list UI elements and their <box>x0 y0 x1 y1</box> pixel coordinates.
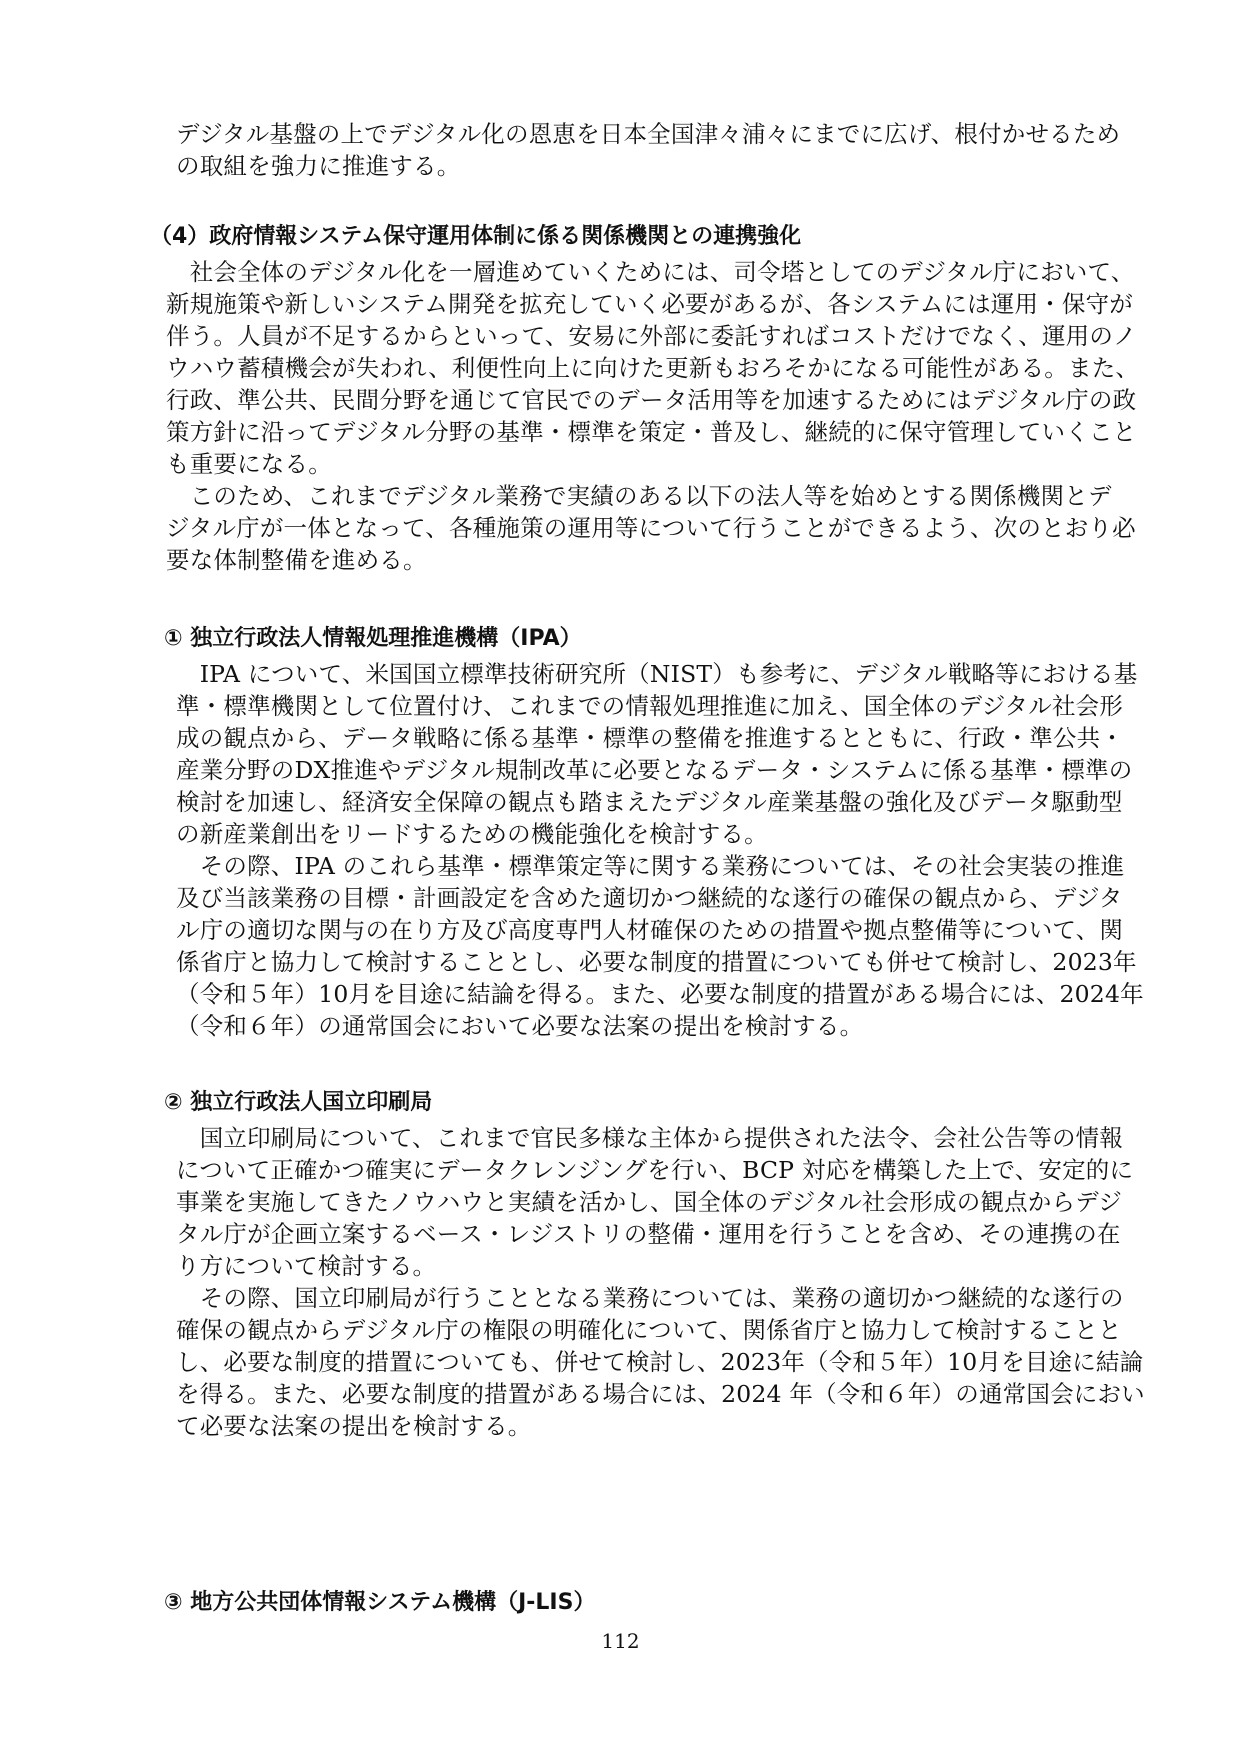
section4-heading: （4）政府情報システム保守運用体制に係る関係機関との連携強化 <box>150 224 802 249</box>
npb-line: について正確かつ確実にデータクレンジングを行い、BCP 対応を構築した上で、安定的に <box>176 1156 1134 1184</box>
npb-line: タル庁が企画立案するベース・レジストリの整備・運用を行うことを含め、その連携の在 <box>176 1220 1121 1248</box>
section4-line: 新規施策や新しいシステム開発を拡充していく必要があるが、各システムには運用・保守が <box>166 290 1133 318</box>
jlis-heading: ③ 地方公共団体情報システム機構（J-LIS） <box>164 1590 596 1615</box>
section4-line: 社会全体のデジタル化を一層進めていくためには、司令塔としてのデジタル庁において、 <box>166 258 1135 286</box>
ipa-line: その際、IPA のこれら基準・標準策定等に関する業務については、その社会実装の推進 <box>176 852 1125 880</box>
ipa-line: 準・標準機関として位置付け、これまでの情報処理推進に加え、国全体のデジタル社会形 <box>176 692 1124 720</box>
ipa-line: （令和５年）10月を目途に結論を得る。また、必要な制度的措置がある場合には、2024年 <box>176 980 1144 1008</box>
ipa-line: 係省庁と協力して検討することとし、必要な制度的措置についても併せて検討し、2023年 <box>176 948 1137 976</box>
ipa-heading: ① 独立行政法人情報処理推進機構（IPA） <box>164 626 582 651</box>
intro-line: デジタル基盤の上でデジタル化の恩恵を日本全国津々浦々にまでに広げ、根付かせるため <box>176 120 1121 148</box>
section4-line: 策方針に沿ってデジタル分野の基準・標準を策定・普及し、継続的に保守管理していくこと <box>166 418 1137 446</box>
section4-line: このため、これまでデジタル業務で実績のある以下の法人等を始めとする関係機関とデ <box>166 482 1112 510</box>
ipa-paragraph <box>176 658 1144 1042</box>
npb-line: 国立印刷局について、これまで官民多様な主体から提供された法令、会社公告等の情報 <box>176 1124 1124 1152</box>
section4-line: 要な体制整備を進める。 <box>166 546 427 574</box>
section4-line: 行政、準公共、民間分野を通じて官民でのデータ活用等を加速するためにはデジタル庁の政 <box>166 386 1137 414</box>
section4-line: 伴う。人員が不足するからといって、安易に外部に委託すればコストだけでなく、運用のノ <box>166 322 1137 350</box>
npb-line: 事業を実施してきたノウハウと実績を活かし、国全体のデジタル社会形成の観点からデジ <box>176 1188 1123 1216</box>
intro-line: の取組を強力に推進する。 <box>176 152 461 180</box>
page-number: 112 <box>601 1629 640 1653</box>
npb-line: て必要な法案の提出を検討する。 <box>176 1412 532 1440</box>
ipa-line: ル庁の適切な関与の在り方及び高度専門人材確保のための措置や拠点整備等について、関 <box>176 916 1124 944</box>
ipa-line: 検討を加速し、経済安全保障の観点も踏まえたデジタル産業基盤の強化及びデータ駆動型 <box>176 788 1123 816</box>
npb-heading: ② 独立行政法人国立印刷局 <box>164 1090 433 1115</box>
ipa-line: 及び当該業務の目標・計画設定を含めた適切かつ継続的な遂行の確保の観点から、デジタ <box>176 884 1123 912</box>
npb-line: し、必要な制度的措置についても、併せて検討し、2023年（令和５年）10月を目途に結論 <box>176 1348 1144 1376</box>
ipa-line: 産業分野のDX推進やデジタル規制改革に必要となるデータ・システムに係る基準・標準の <box>176 756 1133 784</box>
section4-paragraph <box>166 256 1139 576</box>
npb-line: その際、国立印刷局が行うこととなる業務については、業務の適切かつ継続的な遂行の <box>176 1284 1124 1312</box>
ipa-line: の新産業創出をリードするための機能強化を検討する。 <box>176 820 768 848</box>
npb-line: を得る。また、必要な制度的措置がある場合には、2024 年（令和６年）の通常国会におい <box>176 1380 1145 1408</box>
npb-paragraph <box>176 1122 1145 1442</box>
ipa-line: （令和６年）の通常国会において必要な法案の提出を検討する。 <box>176 1012 864 1040</box>
npb-line: り方について検討する。 <box>176 1252 437 1280</box>
section4-line: も重要になる。 <box>166 450 332 478</box>
section4-line: ジタル庁が一体となって、各種施策の運用等について行うことができるよう、次のとおり必 <box>166 514 1136 542</box>
ipa-line: 成の観点から、データ戦略に係る基準・標準の整備を推進するとともに、行政・準公共・ <box>176 724 1124 752</box>
intro-paragraph <box>176 118 1120 182</box>
section4-line: ウハウ蓄積機会が失われ、利便性向上に向けた更新もおろそかになる可能性がある。また、 <box>166 354 1140 382</box>
npb-line: 確保の観点からデジタル庁の権限の明確化について、関係省庁と協力して検討することと <box>176 1316 1122 1344</box>
ipa-line: IPA について、米国国立標準技術研究所（NIST）も参考に、デジタル戦略等における基 <box>176 660 1138 688</box>
